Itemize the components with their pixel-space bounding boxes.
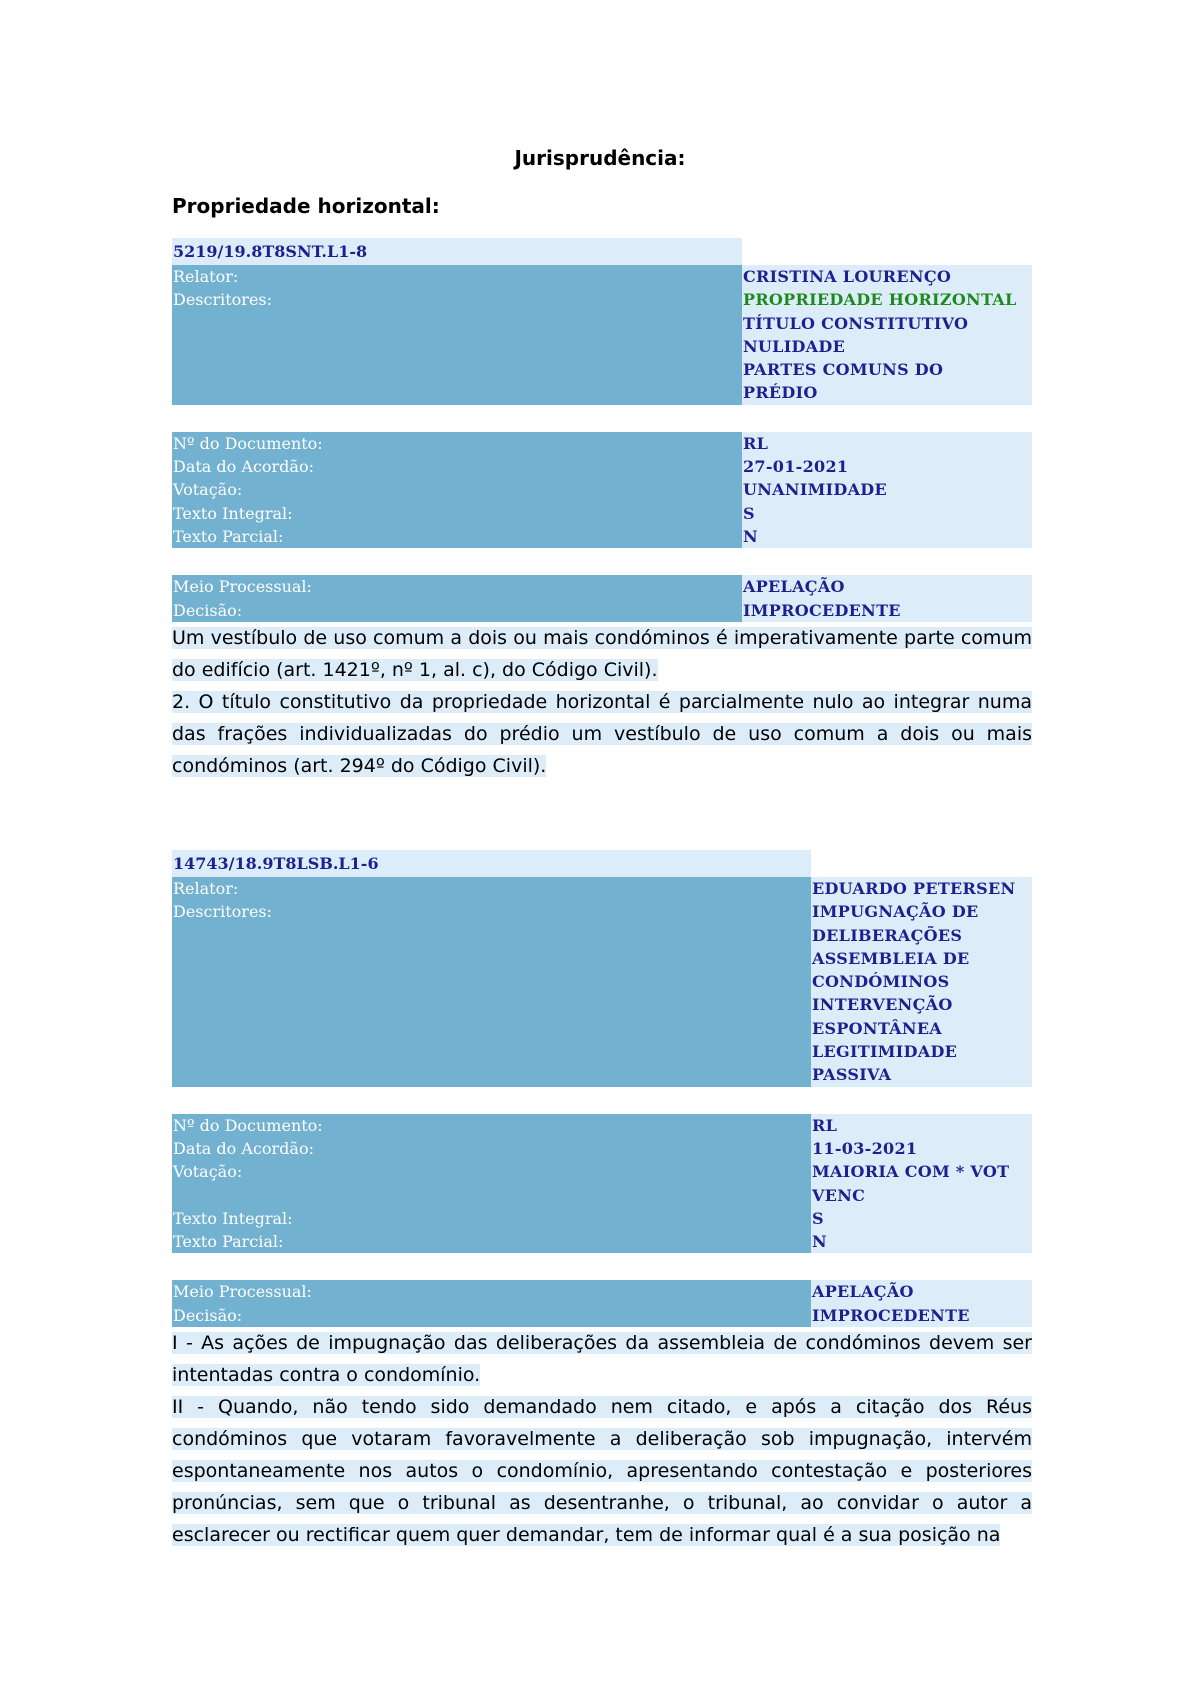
label-column bbox=[172, 575, 742, 622]
info-table-document bbox=[172, 1114, 1032, 1254]
summary-text bbox=[172, 622, 1032, 782]
summary-paragraph: 2. O título constitutivo da propriedade horizontal é parcialmente nulo ao integrar numa das frações individualizadas do prédio um vestíbulo de uso comum a dois ou mais condóminos (art. 294º do Código Civil). bbox=[172, 690, 1032, 777]
label-column bbox=[172, 1280, 811, 1327]
label-relator: Relator: bbox=[173, 267, 239, 286]
entry-code-row bbox=[172, 850, 1032, 877]
value-process: APELAÇÃO bbox=[812, 1282, 914, 1302]
descriptor: ASSEMBLEIA DE bbox=[812, 948, 970, 968]
label-decision: Decisão: bbox=[173, 600, 243, 620]
label-full-text: Texto Integral: bbox=[173, 1208, 293, 1228]
value-vote: MAIORIA COM * VOT bbox=[812, 1162, 1010, 1182]
label-process: Meio Processual: bbox=[173, 1282, 312, 1302]
info-table-relator bbox=[172, 265, 1032, 405]
value-column bbox=[811, 877, 1032, 1087]
value-date: 11-03-2021 bbox=[812, 1138, 918, 1158]
label-date: Data do Acordão: bbox=[173, 457, 314, 477]
label-process: Meio Processual: bbox=[173, 577, 312, 597]
label-blank bbox=[172, 1184, 811, 1207]
descriptor: IMPUGNAÇÃO DE bbox=[812, 902, 979, 922]
value-vote: UNANIMIDADE bbox=[743, 480, 887, 500]
label-column bbox=[172, 1114, 811, 1254]
value-doc-number: RL bbox=[743, 433, 769, 453]
value-vote-cont: VENC bbox=[812, 1185, 866, 1205]
label-relator: Relator: bbox=[173, 879, 239, 898]
value-doc-number: RL bbox=[812, 1115, 838, 1135]
label-column bbox=[172, 877, 811, 1087]
label-full-text: Texto Integral: bbox=[173, 503, 293, 523]
summary-paragraph: I - As ações de impugnação das deliberações da assembleia de condóminos devem ser intentadas contra o condomínio. bbox=[172, 1332, 1032, 1387]
entry-code[interactable]: 5219/19.8T8SNT.L1-8 bbox=[172, 238, 742, 265]
label-doc-number: Nº do Documento: bbox=[173, 1115, 323, 1135]
entry-code[interactable]: 14743/18.9T8LSB.L1-6 bbox=[172, 850, 811, 877]
value-process: APELAÇÃO bbox=[743, 577, 845, 597]
label-vote: Votação: bbox=[173, 1162, 243, 1182]
summary-paragraph: Um vestíbulo de uso comum a dois ou mais condóminos é imperativamente parte comum do edifício (art. 1421º, nº 1, al. c), do Código Civil). bbox=[172, 626, 1032, 681]
descriptor-link[interactable]: PROPRIEDADE HORIZONTAL bbox=[743, 290, 1017, 310]
descriptor: NULIDADE bbox=[743, 336, 846, 356]
value-partial-text: N bbox=[743, 526, 758, 546]
descriptor: PARTES COMUNS DO bbox=[743, 360, 944, 380]
descriptor: TÍTULO CONSTITUTIVO bbox=[743, 313, 969, 333]
descriptor: PASSIVA bbox=[812, 1065, 892, 1085]
descriptor: ESPONTÂNEA bbox=[812, 1018, 943, 1038]
jurisprudence-entry-1 bbox=[172, 238, 1032, 782]
value-relator: CRISTINA LOURENÇO bbox=[743, 267, 952, 286]
value-decision: IMPROCEDENTE bbox=[743, 600, 901, 620]
value-partial-text: N bbox=[812, 1232, 827, 1252]
label-partial-text: Texto Parcial: bbox=[173, 1232, 284, 1252]
section-title: Propriedade horizontal: bbox=[172, 194, 440, 218]
value-relator: EDUARDO PETERSEN bbox=[812, 879, 1016, 898]
label-descritores: Descritores: bbox=[173, 902, 273, 922]
label-descritores: Descritores: bbox=[173, 290, 273, 310]
value-column bbox=[742, 575, 1032, 622]
descriptor: CONDÓMINOS bbox=[812, 972, 950, 992]
info-table-process bbox=[172, 1280, 1032, 1327]
value-column bbox=[742, 265, 1032, 405]
value-column bbox=[811, 1280, 1032, 1327]
entry-code-row bbox=[172, 238, 1032, 265]
label-doc-number: Nº do Documento: bbox=[173, 433, 323, 453]
summary-text bbox=[172, 1327, 1032, 1551]
descriptor: DELIBERAÇÕES bbox=[812, 925, 963, 945]
label-vote: Votação: bbox=[173, 480, 243, 500]
info-table-process bbox=[172, 575, 1032, 622]
label-column bbox=[172, 432, 742, 548]
label-decision: Decisão: bbox=[173, 1305, 243, 1325]
info-table-document bbox=[172, 432, 1032, 548]
value-column bbox=[811, 1114, 1032, 1254]
jurisprudence-entry-2 bbox=[172, 850, 1032, 1551]
value-date: 27-01-2021 bbox=[743, 457, 849, 477]
label-date: Data do Acordão: bbox=[173, 1138, 314, 1158]
descriptor: INTERVENÇÃO bbox=[812, 995, 953, 1015]
value-column bbox=[742, 432, 1032, 548]
label-partial-text: Texto Parcial: bbox=[173, 526, 284, 546]
page-title: Jurisprudência: bbox=[514, 146, 686, 170]
info-table-relator bbox=[172, 877, 1032, 1087]
value-full-text: S bbox=[812, 1208, 824, 1228]
descriptor: LEGITIMIDADE bbox=[812, 1042, 958, 1062]
label-column bbox=[172, 265, 742, 405]
value-full-text: S bbox=[743, 503, 755, 523]
value-decision: IMPROCEDENTE bbox=[812, 1305, 970, 1325]
descriptor: PRÉDIO bbox=[743, 383, 818, 403]
summary-paragraph: II - Quando, não tendo sido demandado nem citado, e após a citação dos Réus condóminos que votaram favoravelmente a deliberação sob impugnação, intervém espontaneamente nos autos o condomínio, apresentando contestação e posteriores pronúncias, sem que o tribunal as desentranhe, o tribunal, ao convidar o autor a esclarecer ou rectificar quem quer demandar, tem de informar qual é a sua posição na bbox=[172, 1396, 1032, 1547]
